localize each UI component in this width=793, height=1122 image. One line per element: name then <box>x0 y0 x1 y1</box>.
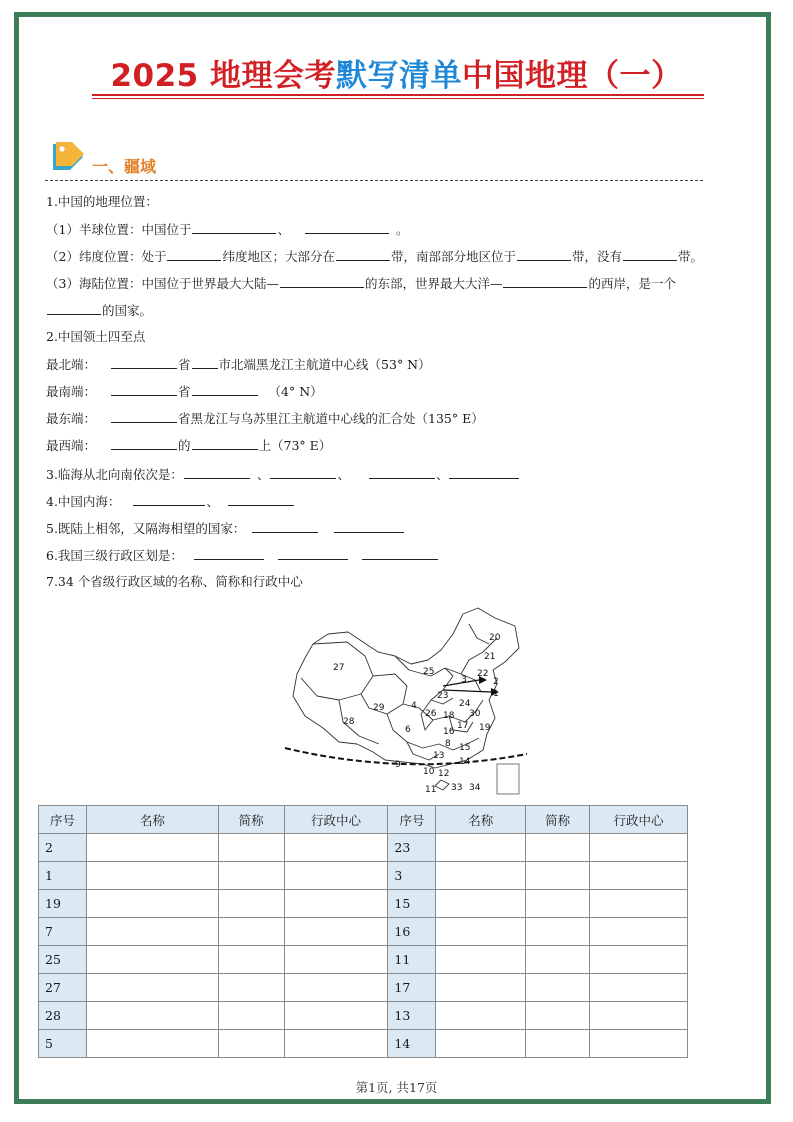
abbr-cell[interactable] <box>526 834 590 862</box>
blank[interactable] <box>111 356 177 369</box>
page-title <box>0 56 793 96</box>
abbr-cell[interactable] <box>526 890 590 918</box>
blank[interactable] <box>270 466 336 479</box>
capital-cell[interactable] <box>284 834 388 862</box>
map-label: 29 <box>373 703 385 713</box>
row-number: 1 <box>39 862 87 890</box>
title-underline-thin <box>92 98 704 99</box>
table-row <box>39 862 688 890</box>
map-label: 27 <box>333 663 345 673</box>
map-label: 21 <box>484 652 496 662</box>
col-header: 行政中心 <box>590 806 688 834</box>
abbr-cell[interactable] <box>526 974 590 1002</box>
row-number: 11 <box>388 946 436 974</box>
blank[interactable] <box>228 493 294 506</box>
title-part-1: 2025 地理会考 <box>110 58 337 94</box>
name-cell[interactable] <box>86 890 218 918</box>
dashed-divider <box>45 180 703 181</box>
row-number: 17 <box>388 974 436 1002</box>
blank[interactable] <box>111 437 177 450</box>
north-point: 最北端： 省 市北端黑龙江主航道中心线（53° N） <box>46 357 431 372</box>
capital-cell[interactable] <box>590 890 688 918</box>
name-cell[interactable] <box>436 1002 526 1030</box>
map-label: 17 <box>457 721 469 731</box>
table-row <box>39 890 688 918</box>
map-label: 34 <box>469 783 481 793</box>
row-number: 27 <box>39 974 87 1002</box>
map-label: 20 <box>489 633 501 643</box>
blank[interactable] <box>192 437 258 450</box>
blank[interactable] <box>334 520 404 533</box>
west-point: 最西端： 的 上（73° E） <box>46 438 332 453</box>
capital-cell[interactable] <box>590 946 688 974</box>
col-header: 名称 <box>86 806 218 834</box>
title-part-3: 中国地理（一） <box>462 58 683 94</box>
row-number: 2 <box>39 834 87 862</box>
name-cell[interactable] <box>436 974 526 1002</box>
blank[interactable] <box>192 383 258 396</box>
row-number: 19 <box>39 890 87 918</box>
map-label: 3 <box>461 675 467 685</box>
table-row <box>39 974 688 1002</box>
province-table <box>38 805 688 1058</box>
blank[interactable] <box>369 466 435 479</box>
map-label: 30 <box>469 709 481 719</box>
blank[interactable] <box>362 547 438 560</box>
capital-cell[interactable] <box>284 946 388 974</box>
abbr-cell[interactable] <box>218 834 284 862</box>
map-label: 10 <box>423 767 435 777</box>
q1-title: 1.中国的地理位置： <box>46 194 158 209</box>
map-label: 2 <box>493 677 499 687</box>
south-point: 最南端： 省 （4° N） <box>46 384 323 399</box>
abbr-cell[interactable] <box>526 1002 590 1030</box>
col-header: 简称 <box>218 806 284 834</box>
abbr-cell[interactable] <box>526 946 590 974</box>
blank[interactable] <box>192 356 218 369</box>
blank[interactable] <box>278 547 348 560</box>
abbr-cell[interactable] <box>218 862 284 890</box>
map-label: 28 <box>343 717 355 727</box>
q1-latitude: （2）纬度位置：处于 纬度地区；大部分在 带，南部部分地区位于 带，没有 带。 <box>46 249 704 264</box>
name-cell[interactable] <box>436 834 526 862</box>
map-label: 4 <box>411 701 417 711</box>
q6-admin: 6.我国三级行政区划是： <box>46 547 439 564</box>
blank[interactable] <box>167 248 221 261</box>
map-label: 16 <box>443 727 455 737</box>
tag-icon <box>50 140 86 172</box>
name-cell[interactable] <box>436 890 526 918</box>
q7-title: 7.34 个省级行政区域的名称、简称和行政中心 <box>46 574 303 589</box>
blank[interactable] <box>194 547 264 560</box>
row-number: 5 <box>39 1030 87 1058</box>
blank[interactable] <box>305 221 389 234</box>
blank[interactable] <box>503 275 587 288</box>
name-cell[interactable] <box>436 1030 526 1058</box>
title-part-2: 默写清单 <box>336 58 463 94</box>
map-label: 1 <box>493 689 499 699</box>
blank[interactable] <box>184 466 250 479</box>
capital-cell[interactable] <box>590 862 688 890</box>
q1-sea-land-cont: 的国家。 <box>46 302 152 319</box>
abbr-cell[interactable] <box>526 862 590 890</box>
capital-cell[interactable] <box>590 1030 688 1058</box>
col-header: 名称 <box>436 806 526 834</box>
map-label: 18 <box>443 711 455 721</box>
capital-cell[interactable] <box>284 862 388 890</box>
name-cell[interactable] <box>436 862 526 890</box>
capital-cell[interactable] <box>284 890 388 918</box>
blank[interactable] <box>623 248 677 261</box>
name-cell[interactable] <box>436 946 526 974</box>
blank[interactable] <box>517 248 571 261</box>
abbr-cell[interactable] <box>526 918 590 946</box>
col-header: 行政中心 <box>284 806 388 834</box>
name-cell[interactable] <box>436 918 526 946</box>
abbr-cell[interactable] <box>218 946 284 974</box>
map-label: 23 <box>437 691 449 701</box>
col-header: 序号 <box>39 806 87 834</box>
map-label: 8 <box>445 739 451 749</box>
q3-seas: 3.临海从北向南依次是： 、 、 、 <box>46 466 520 483</box>
row-number: 7 <box>39 918 87 946</box>
map-label: 12 <box>438 769 450 779</box>
abbr-cell[interactable] <box>218 890 284 918</box>
section-heading: 一、疆域 <box>92 157 157 176</box>
capital-cell[interactable] <box>590 1002 688 1030</box>
name-cell[interactable] <box>86 918 218 946</box>
china-province-map <box>283 604 527 800</box>
blank[interactable] <box>449 466 519 479</box>
page-footer: 第1页, 共17页 <box>355 1080 438 1095</box>
map-label: 9 <box>395 760 401 770</box>
name-cell[interactable] <box>86 1002 218 1030</box>
map-label: 11 <box>425 785 437 795</box>
map-label: 15 <box>459 743 471 753</box>
capital-cell[interactable] <box>284 1030 388 1058</box>
q1-sea-land: （3）海陆位置：中国位于世界最大大陆— 的东部，世界最大大洋— 的西岸，是一个 <box>46 276 676 291</box>
blank[interactable] <box>133 493 205 506</box>
abbr-cell[interactable] <box>218 1030 284 1058</box>
capital-cell[interactable] <box>590 834 688 862</box>
table-row <box>39 1030 688 1058</box>
blank[interactable] <box>111 383 177 396</box>
capital-cell[interactable] <box>590 974 688 1002</box>
map-label: 24 <box>459 699 471 709</box>
table-row <box>39 918 688 946</box>
row-number: 28 <box>39 1002 87 1030</box>
capital-cell[interactable] <box>590 918 688 946</box>
capital-cell[interactable] <box>284 918 388 946</box>
capital-cell[interactable] <box>284 974 388 1002</box>
q5-neighbors: 5.既陆上相邻，又隔海相望的国家： <box>46 520 405 537</box>
name-cell[interactable] <box>86 974 218 1002</box>
row-number: 23 <box>388 834 436 862</box>
row-number: 3 <box>388 862 436 890</box>
abbr-cell[interactable] <box>218 974 284 1002</box>
blank[interactable] <box>47 302 101 315</box>
blank[interactable] <box>280 275 364 288</box>
abbr-cell[interactable] <box>218 918 284 946</box>
blank[interactable] <box>192 221 276 234</box>
name-cell[interactable] <box>86 1030 218 1058</box>
table-row <box>39 946 688 974</box>
blank[interactable] <box>111 410 177 423</box>
col-header: 序号 <box>388 806 436 834</box>
name-cell[interactable] <box>86 946 218 974</box>
q4-inner-seas: 4.中国内海： 、 <box>46 493 295 510</box>
table-header-row <box>39 806 688 834</box>
table-row <box>39 834 688 862</box>
title-underline <box>92 94 704 96</box>
map-label: 26 <box>425 709 437 719</box>
map-label: 13 <box>433 751 445 761</box>
map-label: 14 <box>459 757 471 767</box>
row-number: 13 <box>388 1002 436 1030</box>
row-number: 15 <box>388 890 436 918</box>
map-label: 25 <box>423 667 435 677</box>
col-header: 简称 <box>526 806 590 834</box>
east-point: 最东端： 省黑龙江与乌苏里江主航道中心线的汇合处（135° E） <box>46 411 484 426</box>
blank[interactable] <box>252 520 318 533</box>
map-label: 6 <box>405 725 411 735</box>
abbr-cell[interactable] <box>526 1030 590 1058</box>
blank[interactable] <box>336 248 390 261</box>
row-number: 16 <box>388 918 436 946</box>
q2-title: 2.中国领土四至点 <box>46 329 146 344</box>
row-number: 25 <box>39 946 87 974</box>
row-number: 14 <box>388 1030 436 1058</box>
name-cell[interactable] <box>86 862 218 890</box>
name-cell[interactable] <box>86 834 218 862</box>
q1-hemisphere: （1）半球位置：中国位于 、 。 <box>46 222 409 237</box>
capital-cell[interactable] <box>284 1002 388 1030</box>
abbr-cell[interactable] <box>218 1002 284 1030</box>
map-label: 22 <box>477 669 489 679</box>
table-row <box>39 1002 688 1030</box>
map-label: 33 <box>451 783 463 793</box>
map-label: 19 <box>479 723 491 733</box>
